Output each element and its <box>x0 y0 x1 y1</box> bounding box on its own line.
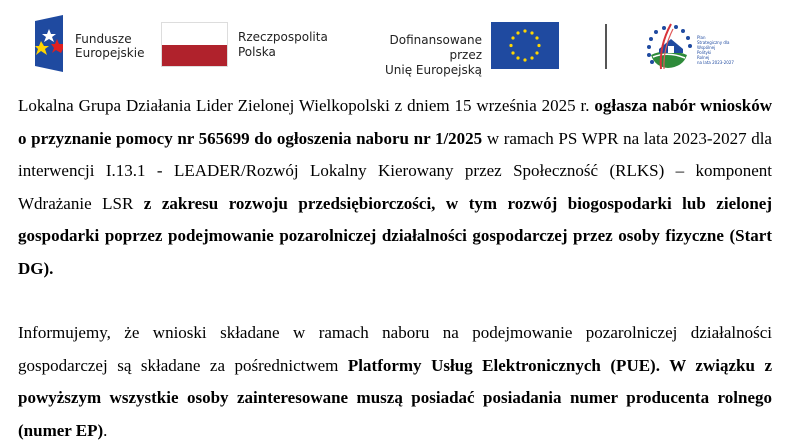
paragraph-text: w ramach PS WPR na lata 2023-2027 dla interwencji I.13.1 - LEADER/Rozwój Lokalny Kierowany przez Społeczność (RLKS) – komponent Wdrażanie LSR <box>18 128 772 213</box>
logo-text-line: Europejskie <box>75 46 145 60</box>
logo-text-line: Wspólnej <box>697 45 716 50</box>
logo-text-line: Plan <box>697 35 706 40</box>
logo-divider <box>605 24 607 69</box>
logo-text-line: Rolnej <box>697 55 710 60</box>
announcement-body <box>18 90 772 447</box>
logo-text-line: Polska <box>238 45 276 59</box>
logo-text-line: na lata 2023-2027 <box>697 60 734 65</box>
rzeczpospolita-polska-label <box>238 30 328 60</box>
logo-text-line: Rzeczpospolita <box>238 30 328 44</box>
plan-strategiczny-label <box>697 35 734 65</box>
logo-text-line: Polityki <box>697 50 712 55</box>
fundusze-europejskie-logo-icon <box>35 15 63 72</box>
eu-flag-icon <box>491 22 559 69</box>
paragraph-bold-text: z zakresu rozwoju przedsiębiorczości, w tym rozwój biogospodarki lub zielonej gospodarki poprzez podejmowanie pozarolniczej działalności gospodarczej przez osoby fizyczne (Start DG). <box>18 193 772 278</box>
logo-text-line: Unię Europejską <box>384 63 482 77</box>
logo-text-line: Strategiczny dla <box>697 40 730 45</box>
paragraph-text: . <box>103 420 108 440</box>
polish-flag-icon <box>161 22 228 67</box>
fundusze-europejskie-label <box>75 32 144 60</box>
logo-text-line: Dofinansowane przez <box>389 33 482 62</box>
info-paragraph <box>18 317 772 447</box>
logo-bar <box>0 0 787 80</box>
paragraph-bold-text: Platformy Usług Elektronicznych (PUE). W związku z powyższym wszystkie osoby zainteresowane muszą posiadać posiadania numer producenta rolnego (numer EP) <box>18 355 772 440</box>
paragraph-text: Informujemy, że wnioski składane w ramach naboru na podejmowanie pozarolniczej działalności gospodarczej są składane za pośrednictwem <box>18 323 772 375</box>
announcement-paragraph <box>18 90 772 285</box>
plan-strategiczny-logo-icon <box>643 21 693 71</box>
paragraph-text: Lokalna Grupa Działania Lider Zielonej Wielkopolski z dniem 15 września 2025 r. <box>18 96 595 115</box>
paragraph-bold-text: ogłasza nabór wniosków o przyznanie pomocy nr 565699 do ogłoszenia naboru nr 1/2025 <box>18 96 772 148</box>
logo-text-line: Fundusze <box>75 32 132 46</box>
eu-cofinanced-label <box>355 33 482 78</box>
